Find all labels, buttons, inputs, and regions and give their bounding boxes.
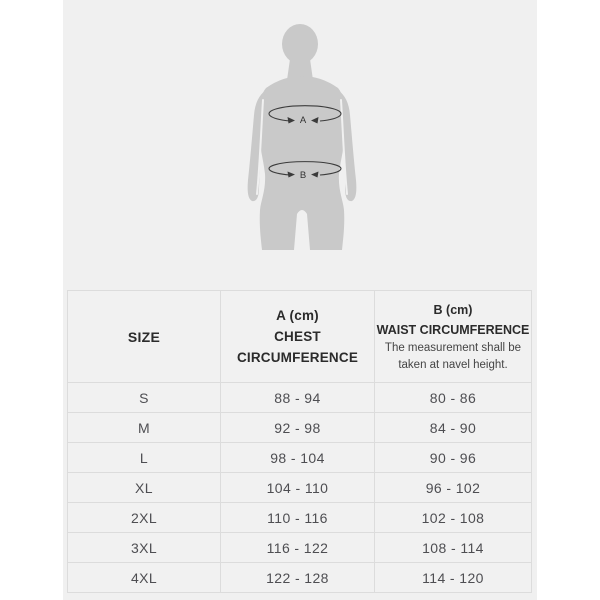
header-waist-note: taken at navel height. <box>398 358 508 371</box>
body-measurement-diagram <box>240 18 365 254</box>
size-table-header-size <box>68 291 221 383</box>
chest-cell: 92 - 98 <box>221 413 375 443</box>
header-chest-line: CIRCUMFERENCE <box>236 350 359 365</box>
size-table <box>67 290 532 593</box>
header-waist-line: B (cm) <box>433 302 473 317</box>
measurement-label-b: B <box>299 170 307 181</box>
size-cell: L <box>68 443 221 473</box>
size-cell: M <box>68 413 221 443</box>
waist-cell: 84 - 90 <box>375 413 532 443</box>
size-table-header-waist <box>375 291 532 383</box>
size-cell: S <box>68 383 221 413</box>
chest-cell: 88 - 94 <box>221 383 375 413</box>
waist-cell: 102 - 108 <box>375 503 532 533</box>
size-guide-panel <box>63 0 537 600</box>
chest-cell: 104 - 110 <box>221 473 375 503</box>
size-table-header-chest <box>221 291 375 383</box>
size-cell: XL <box>68 473 221 503</box>
chest-cell: 110 - 116 <box>221 503 375 533</box>
chest-cell: 98 - 104 <box>221 443 375 473</box>
header-size-label: SIZE <box>127 328 161 345</box>
header-waist-note: The measurement shall be <box>384 341 522 354</box>
header-chest-line: A (cm) <box>276 308 319 323</box>
size-cell: 3XL <box>68 533 221 563</box>
size-cell: 4XL <box>68 563 221 593</box>
male-torso-silhouette <box>248 24 357 250</box>
waist-cell: 90 - 96 <box>375 443 532 473</box>
waist-cell: 80 - 86 <box>375 383 532 413</box>
header-waist-line: WAIST CIRCUMFERENCE <box>376 322 530 337</box>
waist-cell: 108 - 114 <box>375 533 532 563</box>
waist-cell: 96 - 102 <box>375 473 532 503</box>
waist-cell: 114 - 120 <box>375 563 532 593</box>
size-cell: 2XL <box>68 503 221 533</box>
chest-cell: 116 - 122 <box>221 533 375 563</box>
measurement-label-a: A <box>299 115 307 126</box>
header-chest-line: CHEST <box>274 329 321 344</box>
chest-cell: 122 - 128 <box>221 563 375 593</box>
silhouette-torso-legs <box>258 76 346 250</box>
